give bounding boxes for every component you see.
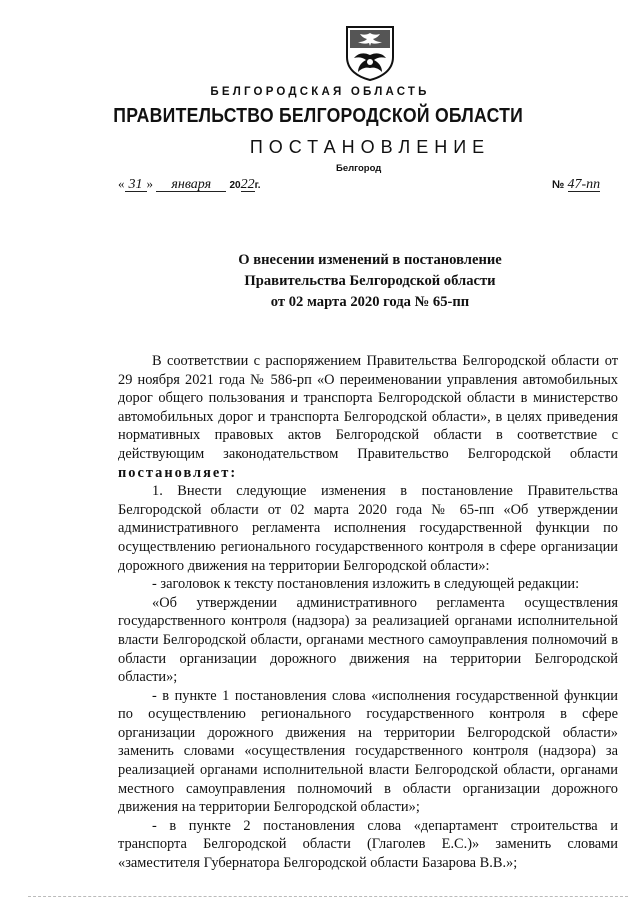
title-line-2: Правительства Белгородской области: [244, 273, 496, 289]
date-year-abbr: г.: [254, 180, 261, 191]
date-month: января: [156, 178, 226, 192]
document-type: ПОСТАНОВЛЕНИЕ: [249, 137, 491, 157]
date-year-suffix: 22: [240, 177, 255, 192]
preamble-text: В соответствии с распоряжением Правительства Белгородской области от 29 ноября 2021 года № 586-рп «О переименовании управления автомобильных дорог общего пользования и транспорта Белгородской области в министерство автомобильных дорог и транспорта Белгородской области», в целях приведения нормативных правовых актов Белгородской области в соответствие с действующим законодательством Правительство Белгородской области: [118, 353, 618, 462]
paragraph-item-1: 1. Внести следующие изменения в постановление Правительства Белгородской области от 02 марта 2020 года № 65-пп «Об утверждении административного регламента исполнения государственной функции по осуществлению регионального государственного контроля в сфере организации дорожного движения на территории Белгородской области»:: [118, 483, 618, 574]
scan-edge-line: [28, 896, 628, 897]
paragraph-new-title: «Об утверждении административного регламента осуществления государственного контроля (надзора) за реализацией органами исполнительной власти Белгородской области, органами местного самоуправления полномочий в области организации дорожного движения на территории Белгородской области»;: [118, 594, 618, 686]
title-line-1: О внесении изменений в постановление: [238, 252, 502, 268]
paragraph-title-change: - заголовок к тексту постановления изложить в следующей редакции:: [152, 576, 580, 593]
city-name: Белгород: [336, 163, 382, 174]
title-line-3: от 02 марта 2020 года № 65-пп: [270, 294, 470, 310]
date-year-prefix: 20: [229, 180, 241, 191]
document-body: [118, 352, 618, 873]
region-name: БЕЛГОРОДСКАЯ ОБЛАСТЬ: [210, 86, 430, 98]
resolution-keyword: постановляет:: [118, 464, 238, 481]
number-label: №: [552, 179, 565, 191]
paragraph-point-2-change: - в пункте 2 постановления слова «департамент строительства и транспорта Белгородской области (Глаголев Е.С.)» заменить словами «заместителя Губернатора Белгородской области Базарова В.В.»;: [118, 817, 618, 872]
paragraph-point-1-change: - в пункте 1 постановления слова «исполнения государственной функции по осуществлению регионального государственного контроля в сфере организации дорожного движения на территории Белгородской области» заменить словами «осуществления государственного контроля (надзора) за реализацией органами исполнительной власти Белгородской области, органами местного самоуправления полномочий в области организации дорожного движения на территории Белгородской области»;: [118, 687, 618, 816]
paragraph-preamble: [118, 352, 618, 482]
government-name: ПРАВИТЕЛЬСТВО БЕЛГОРОДСКОЙ ОБЛАСТИ: [113, 104, 524, 127]
document-number: [552, 176, 600, 192]
number-value: 47-пп: [567, 177, 601, 192]
coat-of-arms-emblem: [344, 24, 396, 82]
document-date: [118, 176, 261, 192]
date-open-quote: «: [118, 176, 125, 191]
date-day: 31: [125, 178, 147, 192]
date-close-quote: »: [146, 176, 153, 191]
